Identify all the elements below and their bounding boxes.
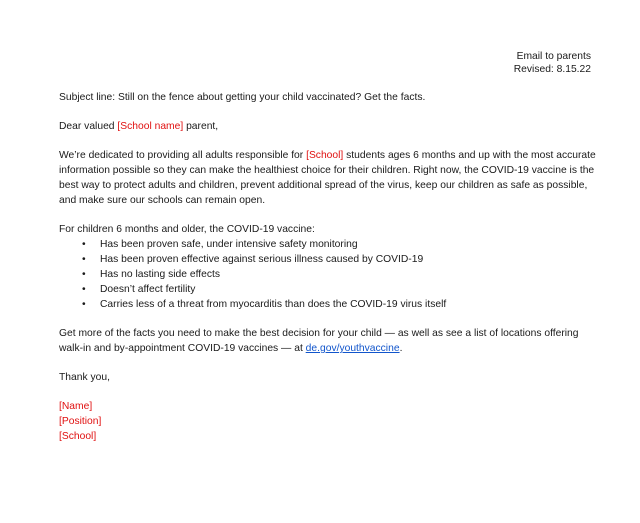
list-item: • Has been proven safe, under intensive safety monitoring xyxy=(82,239,358,250)
school-signature-placeholder: [School] xyxy=(59,431,97,442)
bullet-icon: • xyxy=(82,299,86,310)
list-item: • Has no lasting side effects xyxy=(82,269,221,280)
list-item: • Carries less of a threat from myocarditis than does the COVID-19 virus itself xyxy=(82,299,447,310)
greeting-pre: Dear valued xyxy=(59,121,118,132)
subject-line: Subject line: Still on the fence about getting your child vaccinated? Get the facts. xyxy=(59,92,426,103)
signature-block xyxy=(59,399,599,444)
intro-pre: We’re dedicated to providing all adults responsible for xyxy=(59,150,307,161)
intro-post: students ages 6 months and up with the most accurate information possible so they can make the healthiest choice for their children. Right now, the COVID-19 vaccine is the best way to protect adults and children, prevent additional spread of the virus, keep our children as safe as possible, and make sure our schools can remain open. xyxy=(59,150,596,206)
school-placeholder: [School] xyxy=(306,150,344,161)
list-item: • Doesn’t affect fertility xyxy=(82,284,196,295)
intro-paragraph xyxy=(59,148,599,208)
header-label: Email to parents xyxy=(516,51,591,62)
youth-vaccine-link[interactable]: de.gov/youthvaccine xyxy=(305,343,400,354)
revised-date: Revised: 8.15.22 xyxy=(513,64,591,75)
closing-paragraph xyxy=(59,326,599,356)
document-header xyxy=(514,50,591,76)
bullet-icon: • xyxy=(82,239,86,250)
school-name-placeholder: [School name] xyxy=(117,121,184,132)
list-item: • Has been proven effective against serious illness caused by COVID-19 xyxy=(82,254,424,265)
closing-post: . xyxy=(399,343,403,354)
bullet-icon: • xyxy=(82,254,86,265)
bullet-icon: • xyxy=(82,269,86,280)
list-intro: For children 6 months and older, the COVID-19 vaccine: xyxy=(59,224,315,235)
position-placeholder: [Position] xyxy=(59,416,102,427)
name-placeholder: [Name] xyxy=(59,401,93,412)
closing-pre: Get more of the facts you need to make the best decision for your child — as well as see a list of locations offering walk-in and by-appointment COVID-19 vaccines — at xyxy=(59,328,579,354)
greeting xyxy=(59,119,599,134)
greeting-post: parent, xyxy=(183,121,219,132)
signoff: Thank you, xyxy=(59,372,110,383)
vaccine-facts-list xyxy=(59,237,599,312)
email-body xyxy=(59,90,599,444)
bullet-icon: • xyxy=(82,284,86,295)
